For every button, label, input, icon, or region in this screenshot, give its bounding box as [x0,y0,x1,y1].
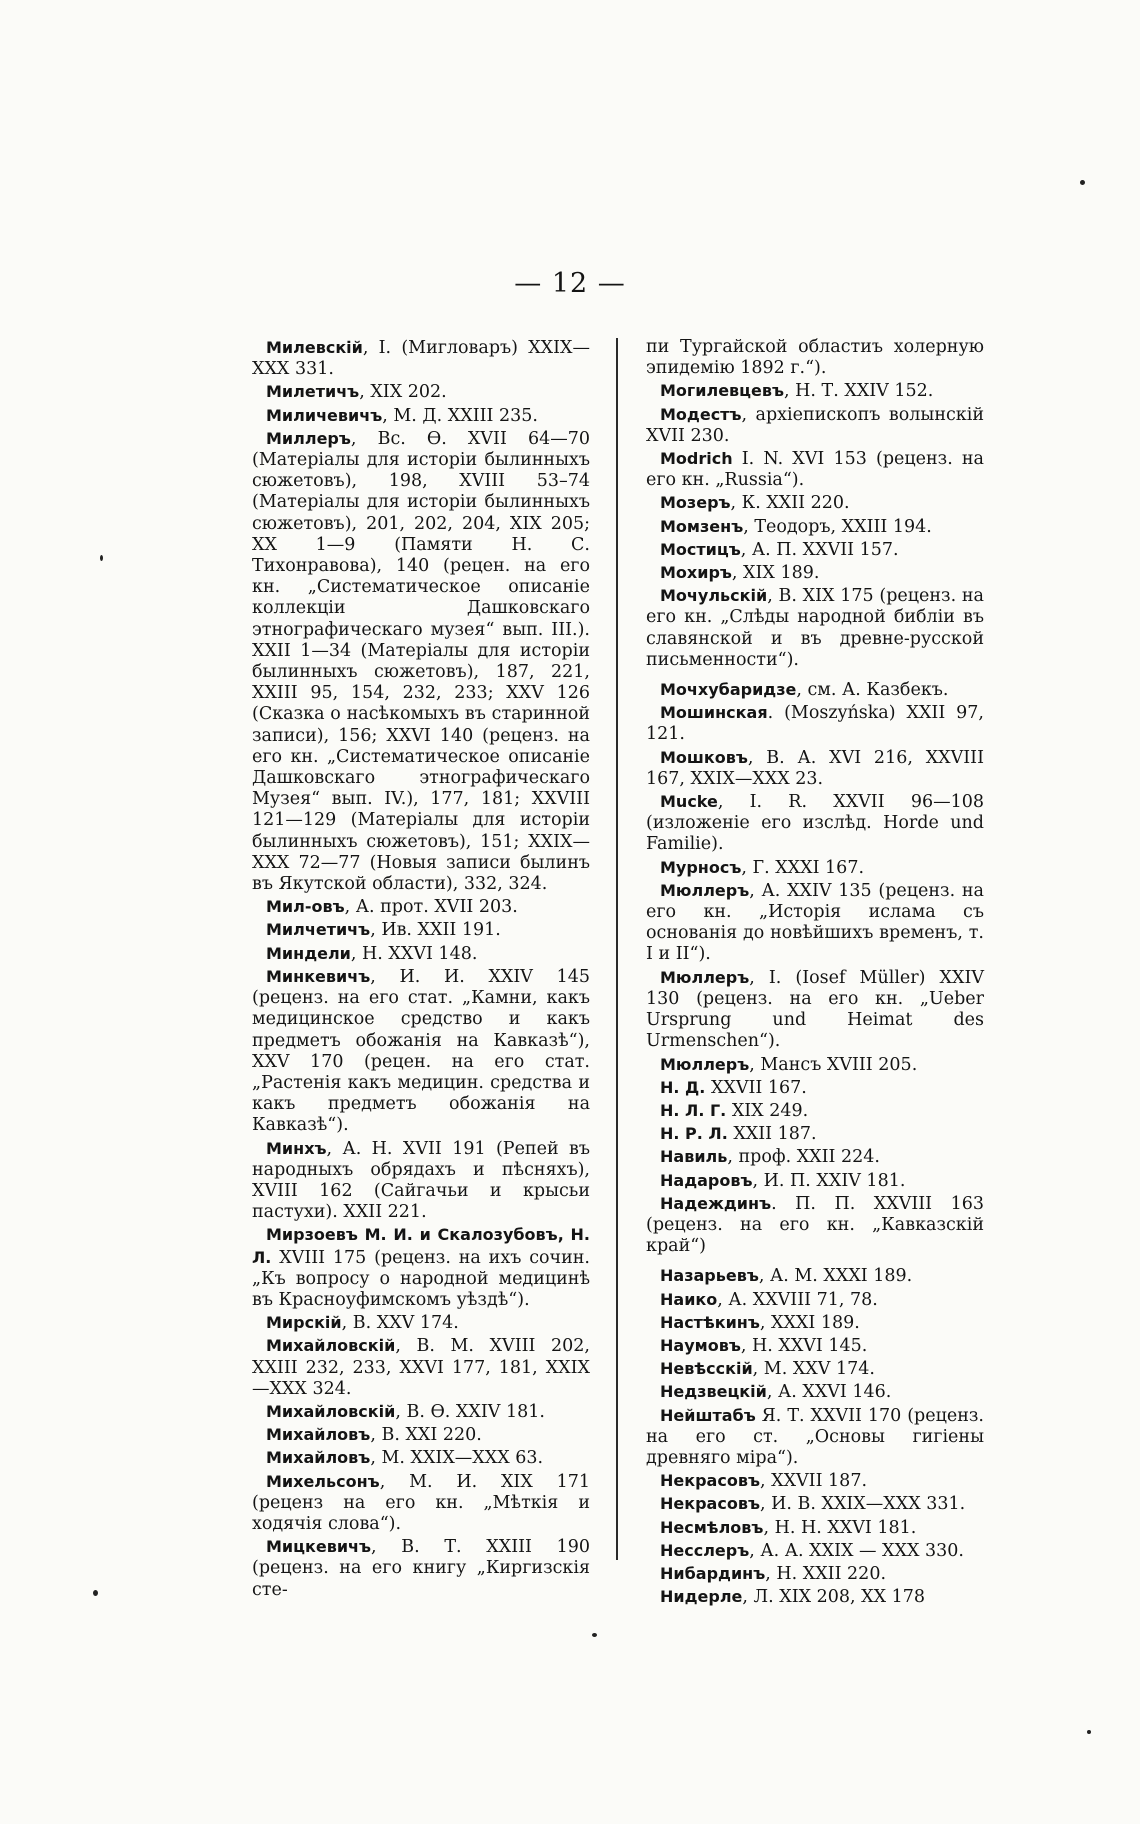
entry-headword: Mucke [660,792,718,812]
entry-references: , Н. Н. XXVI 181. [763,1517,917,1538]
entry-references: , А. XXVIII 71, 78. [717,1289,878,1310]
entry-references: , Н. XXVI 148. [350,943,478,964]
index-entry [646,448,984,491]
entry-headword: Нейштабъ [660,1405,756,1425]
index-entry [646,585,984,671]
entry-headword: Нидерле [660,1587,743,1607]
entry-headword: Милетичъ [266,382,360,402]
index-entry [646,1586,984,1608]
index-entry [252,1447,590,1469]
index-entry [252,1335,590,1400]
entry-headword: Мицкевичъ [266,1537,372,1557]
entry-references: , см. А. Казбекъ. [796,680,949,701]
index-entry [252,1536,590,1601]
entry-headword: Мил-овъ [266,897,345,917]
index-entry [252,896,590,918]
index-entry [646,880,984,966]
index-entry [646,1358,984,1380]
index-entry [646,857,984,879]
entry-references: , А. XXVI 146. [766,1382,892,1403]
index-entry [646,337,984,379]
entry-headword: Мошковъ [660,747,748,767]
index-entry [646,1054,984,1076]
paper-speck [592,1633,597,1637]
entry-references: , А. XXIV 135 (реценз. на его кн. „Исторія ислама съ основанія до новѣйшихъ временъ, т. I и II“). [646,880,984,965]
entry-headword: Михайловскій [266,1336,396,1356]
entry-references: , I. (Мигловаръ) XXIX—XXX 331. [252,338,590,380]
index-entry [646,1405,984,1470]
index-entry [646,1193,984,1258]
index-entry [646,1381,984,1403]
entry-headword: Мочульскій [660,586,768,606]
entry-references: , А. П. XXVII 157. [740,539,899,560]
index-entry [646,1146,984,1168]
entry-headword: Милевскій [266,338,363,357]
index-entry [646,967,984,1053]
index-entry [646,791,984,856]
entry-headword: Мошинская [660,703,768,723]
entry-references: , М. Д. XXIII 235. [382,405,538,426]
entry-references: , XIX 202. [359,382,447,403]
entry-headword: Мочхубаридзе [660,680,797,700]
index-entry [252,1224,590,1311]
entry-headword: Надеждинъ [660,1193,772,1213]
entry-headword: Миличевичъ [266,405,383,425]
entry-headword: Мирскій [266,1313,342,1333]
index-entry [646,1123,984,1145]
index-entry [252,1401,590,1423]
entry-headword: Мюллеръ [660,880,750,900]
entry-references: , М. И. XIX 171 (реценз на его кн. „Мѣткія и ходячія слова“). [252,1471,590,1534]
entry-headword: Момзенъ [660,516,744,536]
entry-headword: Мозеръ [660,493,731,513]
entry-references: , А. М. XXXI 189. [758,1266,913,1287]
entry-references: , И. П. XXIV 181. [752,1170,906,1191]
index-entry [646,679,984,701]
entry-references: , Ив. XXII 191. [370,920,501,941]
entry-headword: Некрасовъ [660,1471,760,1491]
entry-references: , Н. XXII 220. [765,1563,887,1584]
index-column-left [252,337,590,1602]
paper-speck [1080,180,1085,185]
index-entry [646,492,984,514]
column-divider [616,338,618,1560]
entry-references: , Мансъ XVIII 205. [749,1054,918,1075]
entry-references: , проф. XXII 224. [727,1147,880,1168]
entry-headword: Милчетичъ [266,920,371,940]
index-entry [646,747,984,790]
entry-references: , XIX 189. [731,563,820,584]
entry-references: , В. М. XVIII 202, XXIII 232, 233, XXVI 177, 181, XXIX—XXX 324. [252,1336,590,1399]
entry-references: XVIII 175 (реценз. на ихъ сочин. „Къ вопросу о народной медицинѣ въ Красноуфимскомъ уѣздѣ“). [252,1247,590,1310]
index-entry [252,1471,590,1536]
entry-references: , М. XXV 174. [752,1359,875,1380]
index-entry [646,539,984,561]
page-number: — 12 — [514,268,626,299]
index-entry [646,1312,984,1334]
index-entry [252,919,590,941]
paper-speck [100,555,103,561]
entry-references: , XXXI 189. [759,1312,860,1333]
index-entry [252,405,590,427]
index-entry [646,1289,984,1311]
entry-headword: Навиль [660,1147,728,1167]
entry-references: , К. XXII 220. [730,493,850,514]
entry-headword: Несслеръ [660,1540,750,1560]
entry-headword: Мохиръ [660,563,732,583]
index-entry [646,1077,984,1099]
index-entry [646,1563,984,1585]
index-entry [646,1170,984,1192]
entry-references: Я. Т. XXVII 170 (реценз. на его ст. „Основы гигіены древняго міра“). [646,1405,984,1468]
entry-headword: Некрасовъ [660,1494,760,1514]
entry-headword: Недзвецкій [660,1382,767,1402]
entry-headword: Нибардинъ [660,1563,766,1583]
index-entry [646,1265,984,1287]
entry-headword: Мюллеръ [660,1054,750,1074]
index-entry [646,1335,984,1357]
entry-headword: Н. Р. Л. [660,1124,728,1144]
entry-headword: Несмѣловъ [660,1517,764,1537]
entry-references: , I. R. XXVII 96—108 (изложеніе его изслѣд. Horde und Familie). [646,792,984,855]
entry-headword: Михельсонъ [266,1471,380,1491]
entry-references: , Н. Т. XXIV 152. [784,381,934,402]
entry-references: , А. Н. XVII 191 (Репей въ народныхъ обрядахъ и пѣсняхъ), XVIII 162 (Сайгачьи и крысьи пастухи). XXII 221. [252,1138,590,1223]
entry-headword: Могилевцевъ [660,381,785,401]
index-entry [252,381,590,403]
entry-headword: Наико [660,1289,718,1309]
entry-headword: Мюллеръ [660,967,750,987]
entry-headword: Миндели [266,943,351,963]
entry-headword: Мостицъ [660,539,741,559]
entry-references: , В. XXV 174. [341,1313,459,1334]
entry-references: . П. П. XXVIII 163 (реценз. на его кн. „Кавказскій край“) [646,1193,984,1257]
index-entry [646,404,984,447]
index-entry [646,516,984,538]
index-entry [252,1138,590,1224]
entry-references: , И. В. XXIX—XXX 331. [759,1494,966,1515]
entry-headword: Минкевичъ [266,966,371,986]
paper-speck [1087,1730,1091,1734]
index-entry [252,337,590,380]
entry-headword: Н. Д. [660,1077,706,1097]
entry-references: , Л. XIX 208, XX 178 [742,1587,926,1608]
index-entry [646,702,984,745]
entry-references: пи Тургайской областиъ холерную эпидемію 1892 г.“). [646,337,984,379]
entry-references: , В. XXI 220. [370,1425,482,1446]
index-entry [252,1312,590,1334]
index-entry [646,562,984,584]
entry-headword: Настѣкинъ [660,1312,760,1332]
entry-headword: Н. Л. Г. [660,1100,727,1120]
entry-references: , В. Ѳ. XXIV 181. [395,1401,545,1422]
entry-references: , XXVII 187. [759,1471,868,1492]
entry-headword: Михайловъ [266,1448,371,1468]
paper-speck [93,1590,98,1596]
entry-headword: Надаровъ [660,1170,753,1190]
index-entry [252,943,590,965]
entry-headword: Мурносъ [660,857,742,877]
index-column-right [646,337,984,1609]
entry-references: , Теодоръ, XXIII 194. [743,516,932,537]
entry-references: XXVII 167. [705,1077,807,1098]
entry-references: , А. А. XXIX — XXX 330. [749,1540,964,1561]
entry-references: , И. И. XXIV 145 (реценз. на его стат. „Камни, какъ медицинское средство и какъ предметъ обожанія на Кавказѣ“), XXV 170 (рецен. на его стат. „Растенія какъ медицин. средства и какъ предметъ обожанія на Кавказѣ“). [252,966,590,1136]
entry-headword: Михайловскій [266,1401,396,1421]
entry-headword: Михайловъ [266,1425,371,1445]
index-entry [646,380,984,402]
index-entry [646,1493,984,1515]
index-entry [646,1470,984,1492]
index-entry [252,428,590,895]
entry-headword: Наумовъ [660,1335,741,1355]
index-entry [646,1100,984,1122]
entry-references: , В. А. XVI 216, XXVIII 167, XXIX—XXX 23. [646,747,984,789]
entry-headword: Мирзоевъ М. И. и Скалозубовъ, Н. Л. [252,1225,590,1267]
index-entry [252,1424,590,1446]
entry-headword: Назарьевъ [660,1266,759,1286]
entry-references: , Вс. Ѳ. XVII 64—70 (Матеріалы для исторіи былинныхъ сюжетовъ), 198, XVIII 53–74 (Матеріалы для исторіи былинныхъ сюжетовъ), 201, 202, 204, XIX 205; XX 1—9 (Памяти Н. С. Тихонравова), 140 (рецен. на его кн. „Систематическое описаніе коллекціи Дашковскаго этнографическаго музея“ вып. III.). XXII 1—34 (Матеріалы для исторіи былинныхъ сюжетовъ), 187, 221, XXIII 95, 154, 232, 233; XXV 126 (Сказка о насѣкомыхъ въ старинной записи), 156; XXVI 140 (реценз. на его кн. „Систематическое описаніе Дашковскаго этнографическаго Музея“ вып. IV.), 177, 181; XXVIII 121—129 (Матеріалы для исторіи былинныхъ сюжетовъ), 151; XXIX—XXX 72—77 (Новыя записи былинъ въ Якутской области), 332, 324. [252,428,590,895]
entry-references: XIX 249. [726,1100,809,1121]
entry-headword: Невѣсскій [660,1359,753,1379]
entry-references: . (Moszyńska) XXII 97, 121. [646,703,984,745]
index-entry [252,966,590,1137]
entry-references: , архіепископъ волынскій XVII 230. [646,404,984,446]
entry-references: , А. прот. XVII 203. [344,897,518,918]
entry-references: , М. XXIX—XXX 63. [370,1448,544,1469]
entry-references: I. N. XVI 153 (реценз. на его кн. „Russia“). [646,449,984,491]
entry-headword: Минхъ [266,1138,327,1158]
entry-references: , В. Т. XXIII 190 (реценз. на его книгу „Киргизскія сте- [252,1537,590,1600]
entry-references: , Н. XXVI 145. [740,1335,868,1356]
entry-references: , I. (Iosef Müller) XXIV 130 (реценз. на его кн. „Ueber Ursprung und Heimat des Urmenschen“). [646,967,984,1052]
index-entry [646,1517,984,1539]
entry-headword: Миллеръ [266,428,351,448]
index-entry [646,1540,984,1562]
entry-references: , Г. XXXI 167. [741,857,865,878]
entry-references: XXII 187. [727,1124,817,1145]
entry-references: , В. XIX 175 (реценз. на его кн. „Слѣды народной библіи въ славянской и въ древне-русской письменности“). [646,586,984,670]
entry-headword: Modrich [660,449,733,469]
entry-headword: Модестъ [660,404,742,424]
